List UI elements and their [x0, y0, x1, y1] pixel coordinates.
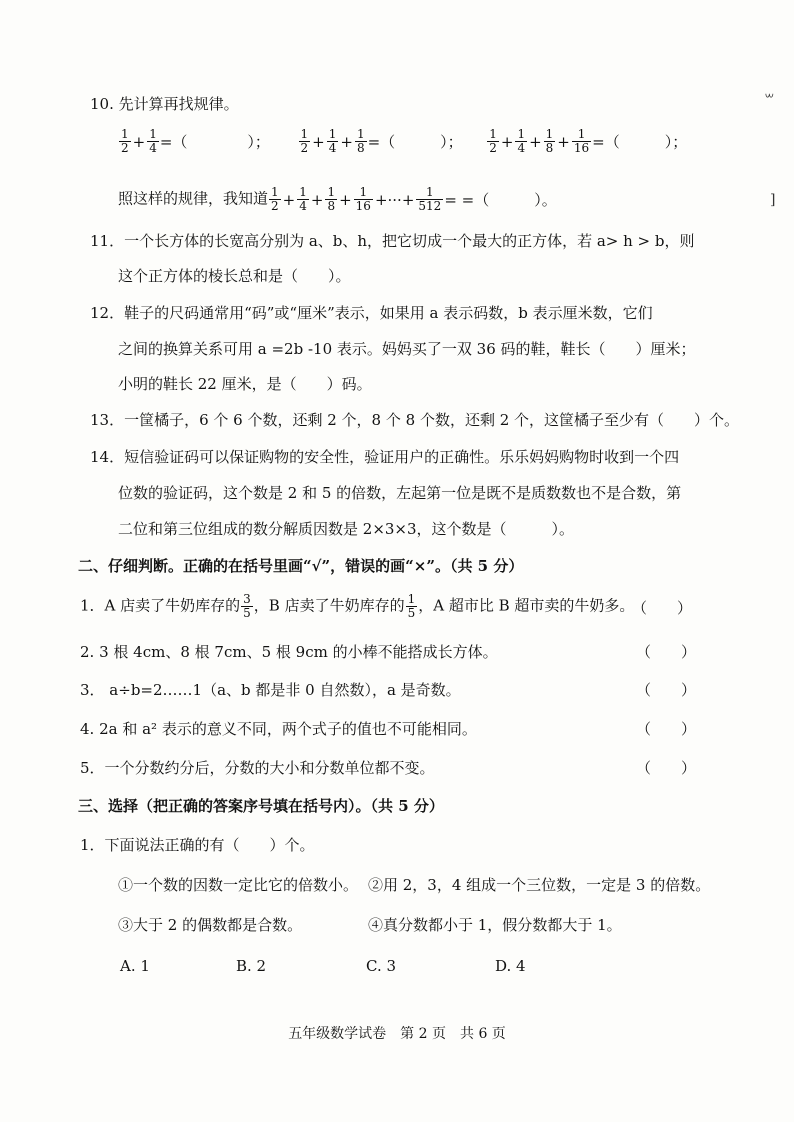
q10-expressions: $\frac{1}{2}$ + $\frac{1}{4}$ =（ ）； $\frac{1}{2}$ + $\frac{1}{4}$ + $\frac{1}{8}$ =（ ）； $\frac{1}{2}$ + $\frac{1}{4}$ + $\frac{1}{8}$ + $\frac{1}{16}$ =（ ）； [121, 127, 688, 155]
judge-answer-3[interactable]: （ ） [636, 681, 697, 699]
judge-answer-1[interactable]: （ ） [632, 599, 693, 617]
q11-line2: 这个正方体的棱长总和是（ ）。 [118, 267, 351, 285]
choice-q1: 1．下面说法正确的有（ ）个。 [80, 836, 315, 854]
answer-blank[interactable]: = =（ ）。 [444, 190, 557, 209]
fraction: $\frac{1}{4}$ [299, 185, 307, 213]
q10-pattern: 照这样的规律，我知道 $\frac{1}{2}$ + $\frac{1}{4}$ + $\frac{1}{8}$ + $\frac{1}{16}$ +···+ $\frac{1}{512}$ = =（ ）。 [118, 185, 557, 213]
judge-item-2: 2. 3 根 4cm、8 根 7cm、5 根 9cm 的小棒不能搭成长方体。 [80, 643, 498, 661]
fraction: $\frac{1}{4}$ [517, 127, 526, 155]
fraction: $\frac{1}{8}$ [356, 127, 365, 155]
judge-answer-4[interactable]: （ ） [636, 720, 697, 738]
q10-title: 10. 先计算再找规律。 [90, 95, 239, 113]
fraction: $\frac{1}{2}$ [121, 127, 129, 155]
scan-edge-mark: ] [770, 192, 776, 208]
q11-line1: 11．一个长方体的长宽高分别为 a、b、h，把它切成一个最大的正方体，若 a> h > b，则 [90, 232, 695, 250]
q14-line3: 二位和第三位组成的数分解质因数是 2×3×3，这个数是（ ）。 [118, 520, 575, 538]
answer-blank[interactable]: =（ ）； [592, 132, 688, 151]
q12-line3: 小明的鞋长 22 厘米，是（ ）码。 [118, 375, 372, 393]
choice-option-a[interactable]: A. 1 [120, 957, 150, 975]
fraction: $\frac{3}{5}$ [243, 592, 251, 620]
fraction: $\frac{1}{512}$ [418, 185, 442, 213]
judge-item-4: 4. 2a 和 a² 表示的意义不同，两个式子的值也不可能相同。 [80, 720, 477, 738]
fraction: $\frac{1}{2}$ [489, 127, 497, 155]
scan-edge-mark: ꒳ [764, 94, 775, 110]
q14-line2: 位数的验证码，这个数是 2 和 5 的倍数，左起第一位是既不是质数数也不是合数，第 [118, 484, 682, 502]
q12-line2: 之间的换算关系可用 a =2b -10 表示。妈妈买了一双 36 码的鞋，鞋长（ ）厘米； [118, 340, 696, 358]
choice-q1-statement-1: ①一个数的因数一定比它的倍数小。 [118, 876, 359, 894]
fraction: $\frac{1}{4}$ [149, 127, 157, 155]
section3-heading: 三、选择（把正确的答案序号填在括号内）。（共 5 分） [78, 797, 444, 815]
choice-q1-statement-4: ④真分数都小于 1，假分数都大于 1。 [368, 916, 622, 934]
section2-heading: 二、仔细判断。正确的在括号里画“√”，错误的画“×”。（共 5 分） [78, 557, 524, 575]
choice-q1-statement-2: ②用 2，3，4 组成一个三位数，一定是 3 的倍数。 [368, 876, 711, 894]
judge-item-5: 5．一个分数约分后，分数的大小和分数单位都不变。 [80, 759, 435, 777]
judge-item-1: 1．A 店卖了牛奶库存的 $\frac{3}{5}$ ，B 店卖了牛奶库存的 $\frac{1}{5}$ ，A 超市比 B 超市卖的牛奶多。 [80, 592, 635, 620]
fraction: $\frac{1}{2}$ [300, 127, 309, 155]
fraction: $\frac{1}{8}$ [545, 127, 554, 155]
judge-answer-2[interactable]: （ ） [636, 643, 697, 661]
fraction: $\frac{1}{5}$ [407, 592, 416, 620]
fraction: $\frac{1}{2}$ [271, 185, 279, 213]
fraction: $\frac{1}{16}$ [573, 127, 590, 155]
judge-answer-5[interactable]: （ ） [636, 759, 697, 777]
q12-line1: 12．鞋子的尺码通常用“码”或“厘米”表示，如果用 a 表示码数，b 表示厘米数，它们 [90, 304, 653, 322]
choice-option-c[interactable]: C. 3 [366, 957, 397, 975]
fraction: $\frac{1}{16}$ [355, 185, 371, 213]
q14-line1: 14．短信验证码可以保证购物的安全性，验证用户的正确性。乐乐妈妈购物时收到一个四 [90, 448, 680, 466]
fraction: $\frac{1}{8}$ [327, 185, 336, 213]
q13-line1: 13．一筐橘子，6 个 6 个数，还剩 2 个，8 个 8 个数，还剩 2 个，这筐橘子至少有（ ）个。 [90, 411, 740, 429]
choice-option-d[interactable]: D. 4 [495, 957, 526, 975]
page-footer: 五年级数学试卷 第 2 页 共 6 页 [288, 1026, 506, 1042]
fraction: $\frac{1}{4}$ [328, 127, 337, 155]
answer-blank[interactable]: =（ ）； [159, 132, 270, 151]
choice-q1-statement-3: ③大于 2 的偶数都是合数。 [118, 916, 303, 934]
answer-blank[interactable]: =（ ）； [367, 132, 463, 151]
judge-item-3: 3． a÷b=2……1（a、b 都是非 0 自然数），a 是奇数。 [80, 681, 461, 699]
choice-option-b[interactable]: B. 2 [236, 957, 267, 975]
